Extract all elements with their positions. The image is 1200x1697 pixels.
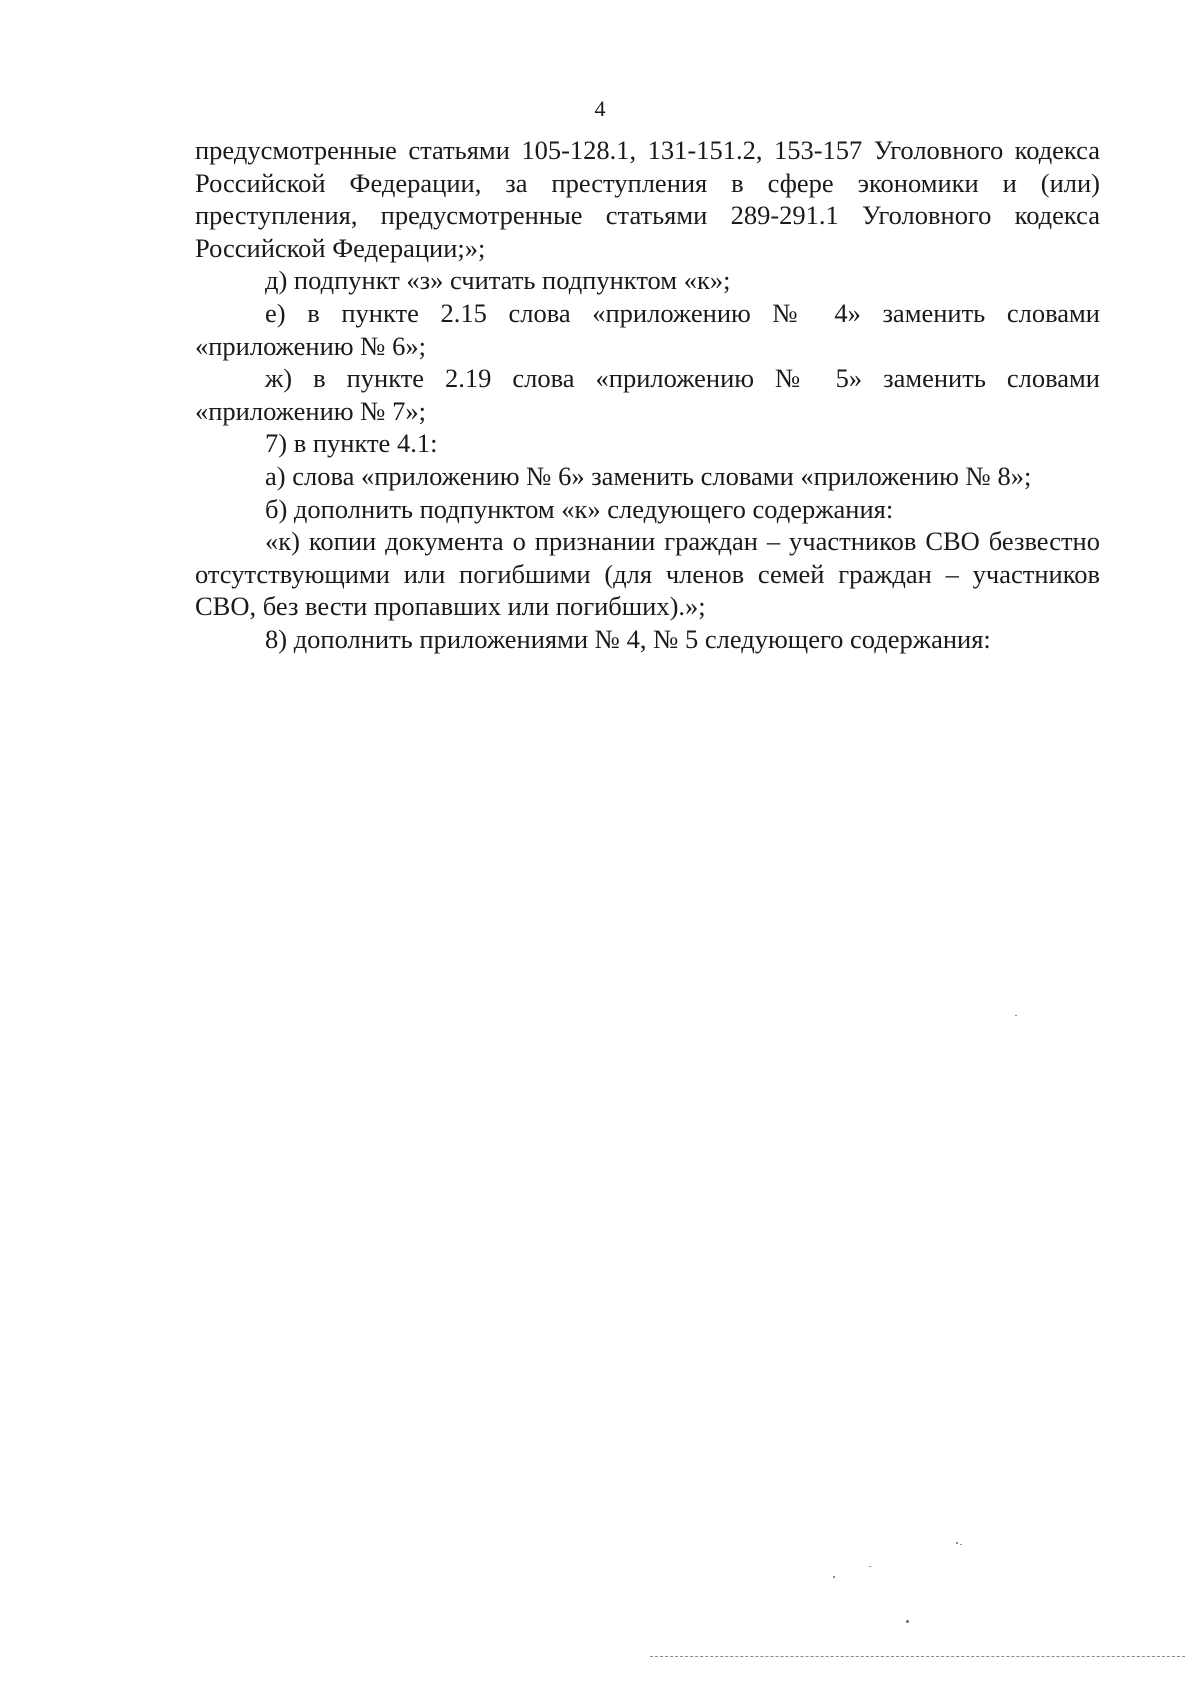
scan-speck xyxy=(906,1620,909,1623)
document-body xyxy=(195,134,1100,656)
paragraph-item-d: д) подпункт «з» считать подпунктом «к»; xyxy=(265,265,731,296)
paragraph-item-7: 7) в пункте 4.1: xyxy=(265,428,438,459)
paragraph-item-b: б) дополнить подпунктом «к» следующего содержания: xyxy=(265,493,894,524)
scan-edge-line xyxy=(650,1656,1185,1657)
scan-speck xyxy=(956,1542,958,1544)
paragraph-item-zh: ж) в пункте 2.19 слова «приложению № 5» заменить словами «приложению № 7»; xyxy=(195,363,1100,426)
scan-speck xyxy=(833,1576,835,1578)
scan-speck xyxy=(960,1544,962,1545)
paragraph-item-8: 8) дополнить приложениями № 4, № 5 следующего содержания: xyxy=(265,623,991,654)
page-number: 4 xyxy=(594,96,606,121)
paragraph-item-e: е) в пункте 2.15 слова «приложению № 4» заменить словами «приложению № 6»; xyxy=(195,297,1100,361)
paragraph-item-k: «к) копии документа о признании граждан – участников СВО безвестно отсутствующими или погибшими (для членов семей граждан – участников СВО, без вести пропавших или погибших).»; xyxy=(195,526,1100,622)
scan-speck xyxy=(869,1566,871,1567)
paragraph-item-a: а) слова «приложению № 6» заменить словами «приложению № 8»; xyxy=(265,460,1032,491)
scan-speck xyxy=(1015,1015,1017,1016)
paragraph-continuation: предусмотренные статьями 105-128.1, 131-151.2, 153-157 Уголовного кодекса Российской Федерации, за преступления в сфере экономики и (или) преступления, предусмотренные статьями 289-291.1 Уголовного кодекса Российской Федерации;»; xyxy=(195,135,1100,263)
